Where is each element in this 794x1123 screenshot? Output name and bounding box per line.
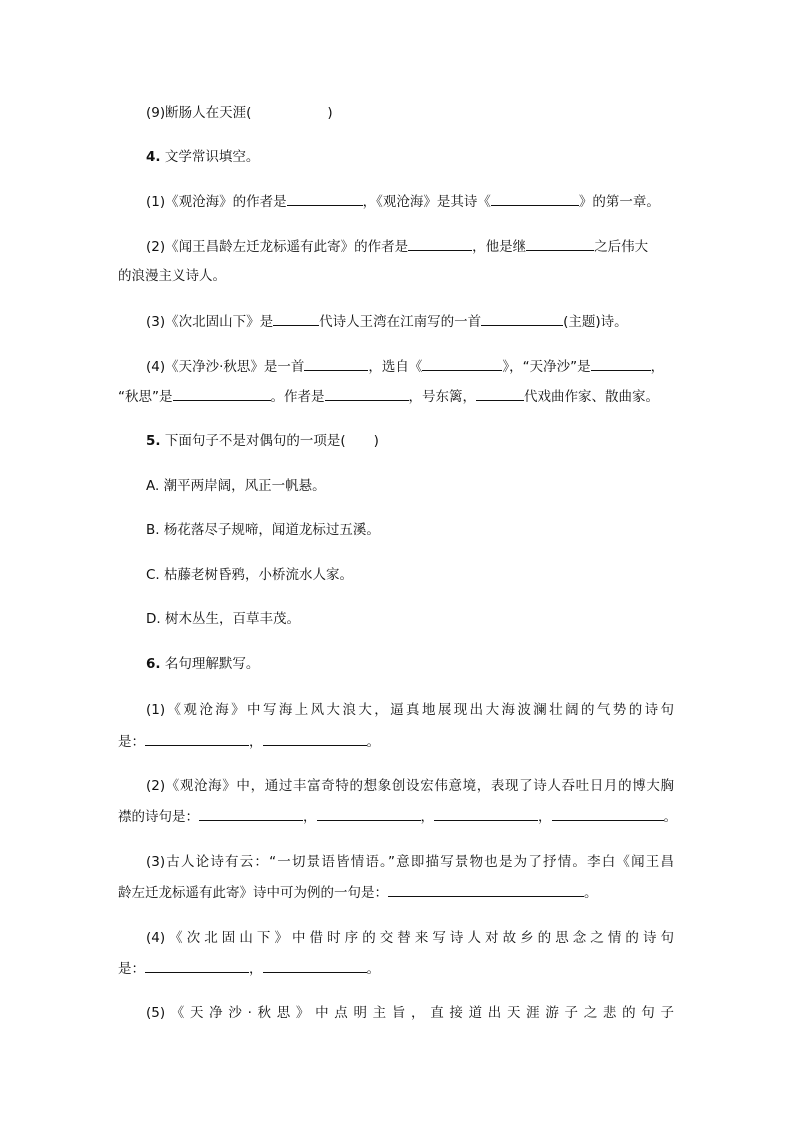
q4-item-1-text-c: 》的第一章。 (578, 194, 660, 210)
answer-blank[interactable] (317, 806, 421, 821)
answer-blank[interactable] (422, 356, 502, 371)
answer-blank[interactable] (491, 191, 579, 206)
answer-blank[interactable] (263, 958, 367, 973)
answer-blank[interactable] (552, 806, 664, 821)
q5-option-b[interactable]: B. 杨花落尽子规啼，闻道龙标过五溪。 (146, 522, 380, 538)
q4-item-4-text-g: ，号东篱， (408, 389, 476, 405)
q4-number: 4. (146, 149, 161, 165)
answer-blank[interactable] (145, 958, 249, 973)
q4-item-2-text-d: 的浪漫主义诗人。 (118, 268, 226, 284)
q6-item-2-comma: ， (538, 809, 552, 825)
q6-item-1-end: 。 (366, 734, 380, 750)
q6-item-1-line-2 (118, 731, 380, 752)
q6-item-3-line-1: (3)古人论诗有云：“一切景语皆情语。”意即描写景物也是为了抒情。李白《闻王昌 (146, 854, 674, 870)
answer-blank[interactable] (476, 386, 524, 401)
q5-option-a[interactable]: A. 潮平两岸阔，风正一帆悬。 (146, 478, 326, 494)
q4-item-3-text-b: 代诗人王湾在江南写的一首 (319, 314, 482, 330)
q4-item-4-text-d: ， (650, 359, 665, 375)
q3-item-9 (146, 103, 333, 123)
q6-item-1-line-1: (1)《观沧海》中写海上风大浪大，逼真地展现出大海波澜壮阔的气势的诗句 (146, 702, 674, 718)
q6-item-2-prefix: 襟的诗句是： (118, 809, 199, 825)
q6-item-2-end: 。 (663, 809, 677, 825)
answer-blank[interactable] (325, 386, 409, 401)
answer-blank[interactable] (145, 731, 249, 746)
q3-item-9-close: ) (327, 105, 333, 121)
q4-item-4-line-2 (118, 386, 659, 407)
answer-blank[interactable] (526, 236, 594, 251)
answer-blank[interactable] (287, 191, 363, 206)
q4-item-4-text-a: (4)《天净沙·秋思》是一首 (146, 359, 305, 375)
answer-blank[interactable] (199, 806, 303, 821)
answer-blank[interactable] (434, 806, 538, 821)
q4-item-2-line-2 (118, 266, 226, 286)
q4-item-4-text-e: “秋思”是 (118, 389, 173, 405)
q6-title: 名句理解默写。 (160, 656, 260, 672)
q5-heading (146, 431, 379, 451)
q5-number: 5. (146, 433, 161, 449)
q4-item-4-text-f: 。作者是 (270, 389, 325, 405)
q4-item-4-line-1 (146, 356, 664, 377)
q4-item-3-text-c: (主题)诗。 (563, 314, 628, 330)
q4-heading (146, 147, 259, 167)
q6-item-4-comma: ， (249, 961, 263, 977)
q4-item-1-text-b: ，《观沧海》是其诗《 (362, 194, 491, 210)
q5-option-d[interactable]: D. 树木丛生，百草丰茂。 (146, 611, 300, 627)
q6-item-5-line-1: (5)《天净沙·秋思》中点明主旨，直接道出天涯游子之悲的句子 (146, 1005, 674, 1021)
q5-close: ) (373, 433, 379, 449)
q6-item-3-line-2 (118, 882, 598, 903)
q5-option-c[interactable]: C. 枯藤老树昏鸦，小桥流水人家。 (146, 567, 354, 583)
q4-item-4-text-c: 》，“天净沙”是 (502, 359, 591, 375)
q6-item-2-line-1: (2)《观沧海》中，通过丰富奇特的想象创设宏伟意境，表现了诗人吞吐日月的博大胸 (146, 778, 674, 794)
q3-item-9-text: (9)断肠人在天涯( (146, 105, 252, 121)
q6-number: 6. (146, 656, 161, 672)
q6-item-4-end: 。 (366, 961, 380, 977)
q4-item-2-line-1 (146, 236, 648, 257)
answer-blank[interactable] (304, 356, 368, 371)
q6-item-2-comma: ， (303, 809, 317, 825)
q4-title: 文学常识填空。 (160, 149, 260, 165)
q4-item-4-text-b: ，选自《 (368, 359, 423, 375)
q6-item-3-end: 。 (584, 885, 598, 901)
q6-item-4-line-1: (4)《次北固山下》中借时序的交替来写诗人对故乡的思念之情的诗句 (146, 930, 674, 946)
answer-blank[interactable] (408, 236, 472, 251)
answer-blank[interactable] (263, 731, 367, 746)
q6-item-2-comma: ， (420, 809, 434, 825)
q4-item-2-text-c: 之后伟大 (594, 239, 649, 255)
q6-item-2-line-2 (118, 806, 677, 827)
q4-item-2-text-a: (2)《闻王昌龄左迁龙标遥有此寄》的作者是 (146, 239, 409, 255)
q6-item-1-comma: ， (249, 734, 263, 750)
q4-item-3 (146, 311, 628, 332)
q4-item-1 (146, 191, 660, 212)
q4-item-3-text-a: (3)《次北固山下》是 (146, 314, 274, 330)
answer-blank[interactable] (591, 356, 651, 371)
q4-item-2-text-b: ，他是继 (472, 239, 527, 255)
answer-blank[interactable] (481, 311, 563, 326)
q6-item-4-line-2 (118, 958, 380, 979)
q6-heading (146, 654, 259, 674)
answer-blank[interactable] (273, 311, 319, 326)
q6-item-1-prefix: 是： (118, 734, 145, 750)
answer-blank[interactable] (173, 386, 271, 401)
q4-item-4-text-h: 代戏曲作家、散曲家。 (524, 389, 659, 405)
q4-item-1-text-a: (1)《观沧海》的作者是 (146, 194, 287, 210)
q5-title: 下面句子不是对偶句的一项是( (160, 433, 346, 449)
q6-item-3-prefix: 龄左迁龙标遥有此寄》诗中可为例的一句是： (118, 885, 388, 901)
q6-item-4-prefix: 是： (118, 961, 145, 977)
answer-blank[interactable] (388, 882, 584, 897)
